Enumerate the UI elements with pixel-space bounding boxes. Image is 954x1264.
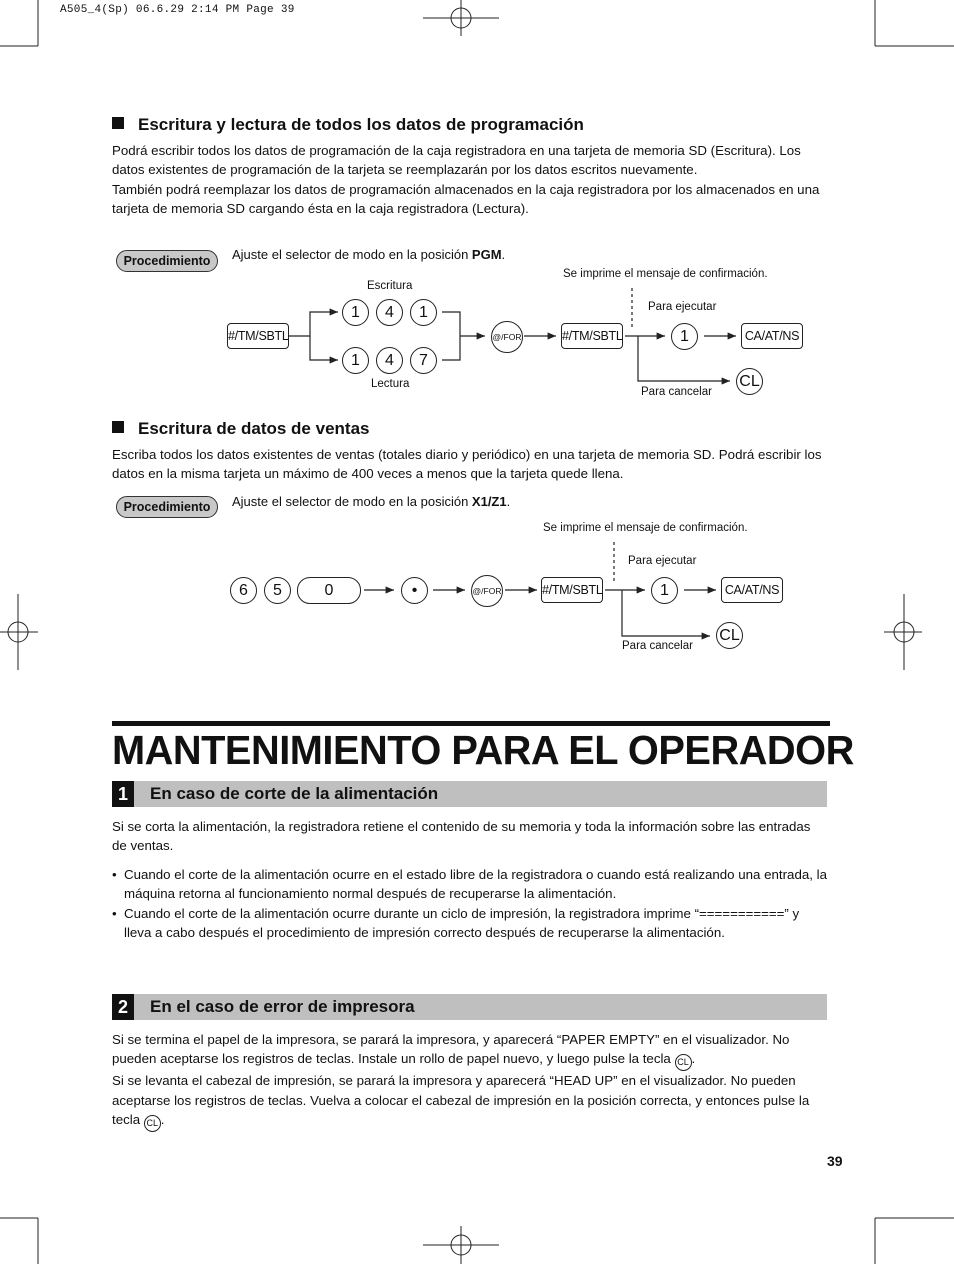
para-ejecutar-label: Para ejecutar: [628, 555, 697, 567]
key-cl: CL: [716, 622, 743, 649]
print-slug: A505_4(Sp) 06.6.29 2:14 PM Page 39: [60, 4, 295, 16]
procedure-badge: Procedimiento: [116, 250, 218, 272]
list-item: • Cuando el corte de la alimentación ocurre en el estado libre de la registradora o cuando está realizando una entrada, la máquina retorna al funcionamiento normal después de recuperarse la alimentación.: [112, 867, 827, 902]
procedure-instruction: Ajuste el selector de modo en la posición PGM.: [232, 247, 506, 262]
key-tm-sbtl: #/TM/SBTL: [541, 577, 603, 603]
confirm-message-note: Se imprime el mensaje de confirmación.: [563, 268, 768, 280]
key-1: 1: [671, 323, 698, 350]
key-1: 1: [342, 299, 369, 326]
key-1: 1: [651, 577, 678, 604]
key-0: 0: [297, 577, 361, 604]
section-body-programming: Podrá escribir todos los datos de programación de la caja registradora en una tarjeta de memoria SD (Escritura). Los datos existentes de programación de la tarjeta se reemplazarán por los datos escritos nuevamente. También podrá reemplazar los datos de programación almacenados en la caja registradora por los almacenados en una tarjeta de memoria SD cargando ésta en la caja registradora (Lectura).: [112, 143, 820, 216]
cl-key-icon: CL: [144, 1115, 161, 1132]
subsection-number: 2: [112, 994, 134, 1020]
key-1: 1: [342, 347, 369, 374]
escritura-label: Escritura: [367, 280, 413, 292]
power-intro: Si se corta la alimentación, la registradora retiene el contenido de su memoria y toda la información sobre las entradas de ventas.: [112, 819, 811, 854]
key-6: 6: [230, 577, 257, 604]
para-cancelar-label: Para cancelar: [641, 386, 712, 398]
key-4: 4: [376, 347, 403, 374]
key-cl: CL: [736, 368, 763, 395]
key-ca-at-ns: CA/AT/NS: [721, 577, 783, 603]
page-number: 39: [827, 1153, 843, 1169]
key-1: 1: [410, 299, 437, 326]
para-cancelar-label: Para cancelar: [622, 640, 693, 652]
chapter-title: MANTENIMIENTO PARA EL OPERADOR: [112, 727, 854, 773]
key-at-for: @/FOR: [491, 321, 523, 353]
section-title-sales: Escritura de datos de ventas: [112, 419, 369, 439]
para-ejecutar-label: Para ejecutar: [648, 301, 717, 313]
list-item: • Cuando el corte de la alimentación ocurre durante un ciclo de impresión, la registradora imprime “===========” y lleva a cabo después el procedimiento de impresión correcto después de recuperarse la alimentación.: [112, 906, 800, 941]
subsection-number: 1: [112, 781, 134, 807]
confirm-message-note: Se imprime el mensaje de confirmación.: [543, 522, 748, 534]
key-5: 5: [264, 577, 291, 604]
key-7: 7: [410, 347, 437, 374]
key-decimal-point: •: [401, 577, 428, 604]
procedure-badge: Procedimiento: [116, 496, 218, 518]
key-tm-sbtl: #/TM/SBTL: [561, 323, 623, 349]
subsection-header-power: [112, 781, 827, 807]
key-ca-at-ns: CA/AT/NS: [741, 323, 803, 349]
key-at-for: @/FOR: [471, 575, 503, 607]
subsection-label: En el caso de error de impresora: [150, 997, 415, 1016]
section-body-sales: Escriba todos los datos existentes de ventas (totales diario y periódico) en una tarjeta de memoria SD. Podrá escribir los datos en la misma tarjeta un máximo de 400 veces a menos que la tarjeta quede llena.: [112, 447, 822, 482]
section-title-programming: Escritura y lectura de todos los datos de programación: [112, 115, 584, 135]
cl-key-icon: CL: [675, 1054, 692, 1071]
key-tm-sbtl: #/TM/SBTL: [227, 323, 289, 349]
lectura-label: Lectura: [371, 378, 410, 390]
subsection-label: En caso de corte de la alimentación: [150, 784, 439, 803]
procedure-instruction: Ajuste el selector de modo en la posición X1/Z1.: [232, 494, 511, 509]
printer-error-body: Si se termina el papel de la impresora, se parará la impresora, y aparecerá “PAPER EMPTY” en el visualizador. No pueden aceptarse los registros de teclas. Instale un rollo de papel nuevo, y luego pulse la tecla CL . Si se levanta el cabezal de impresión, se parará la impresora y aparecerá “HEAD UP” en el visualizador. No pueden aceptarse los registros de teclas. Vuelva a colocar el cabezal de impresión en la posición correcta, y entonces pulse la tecla CL .: [112, 1030, 830, 1132]
subsection-header-printer: [112, 994, 827, 1020]
key-4: 4: [376, 299, 403, 326]
title-rule: [112, 721, 830, 726]
